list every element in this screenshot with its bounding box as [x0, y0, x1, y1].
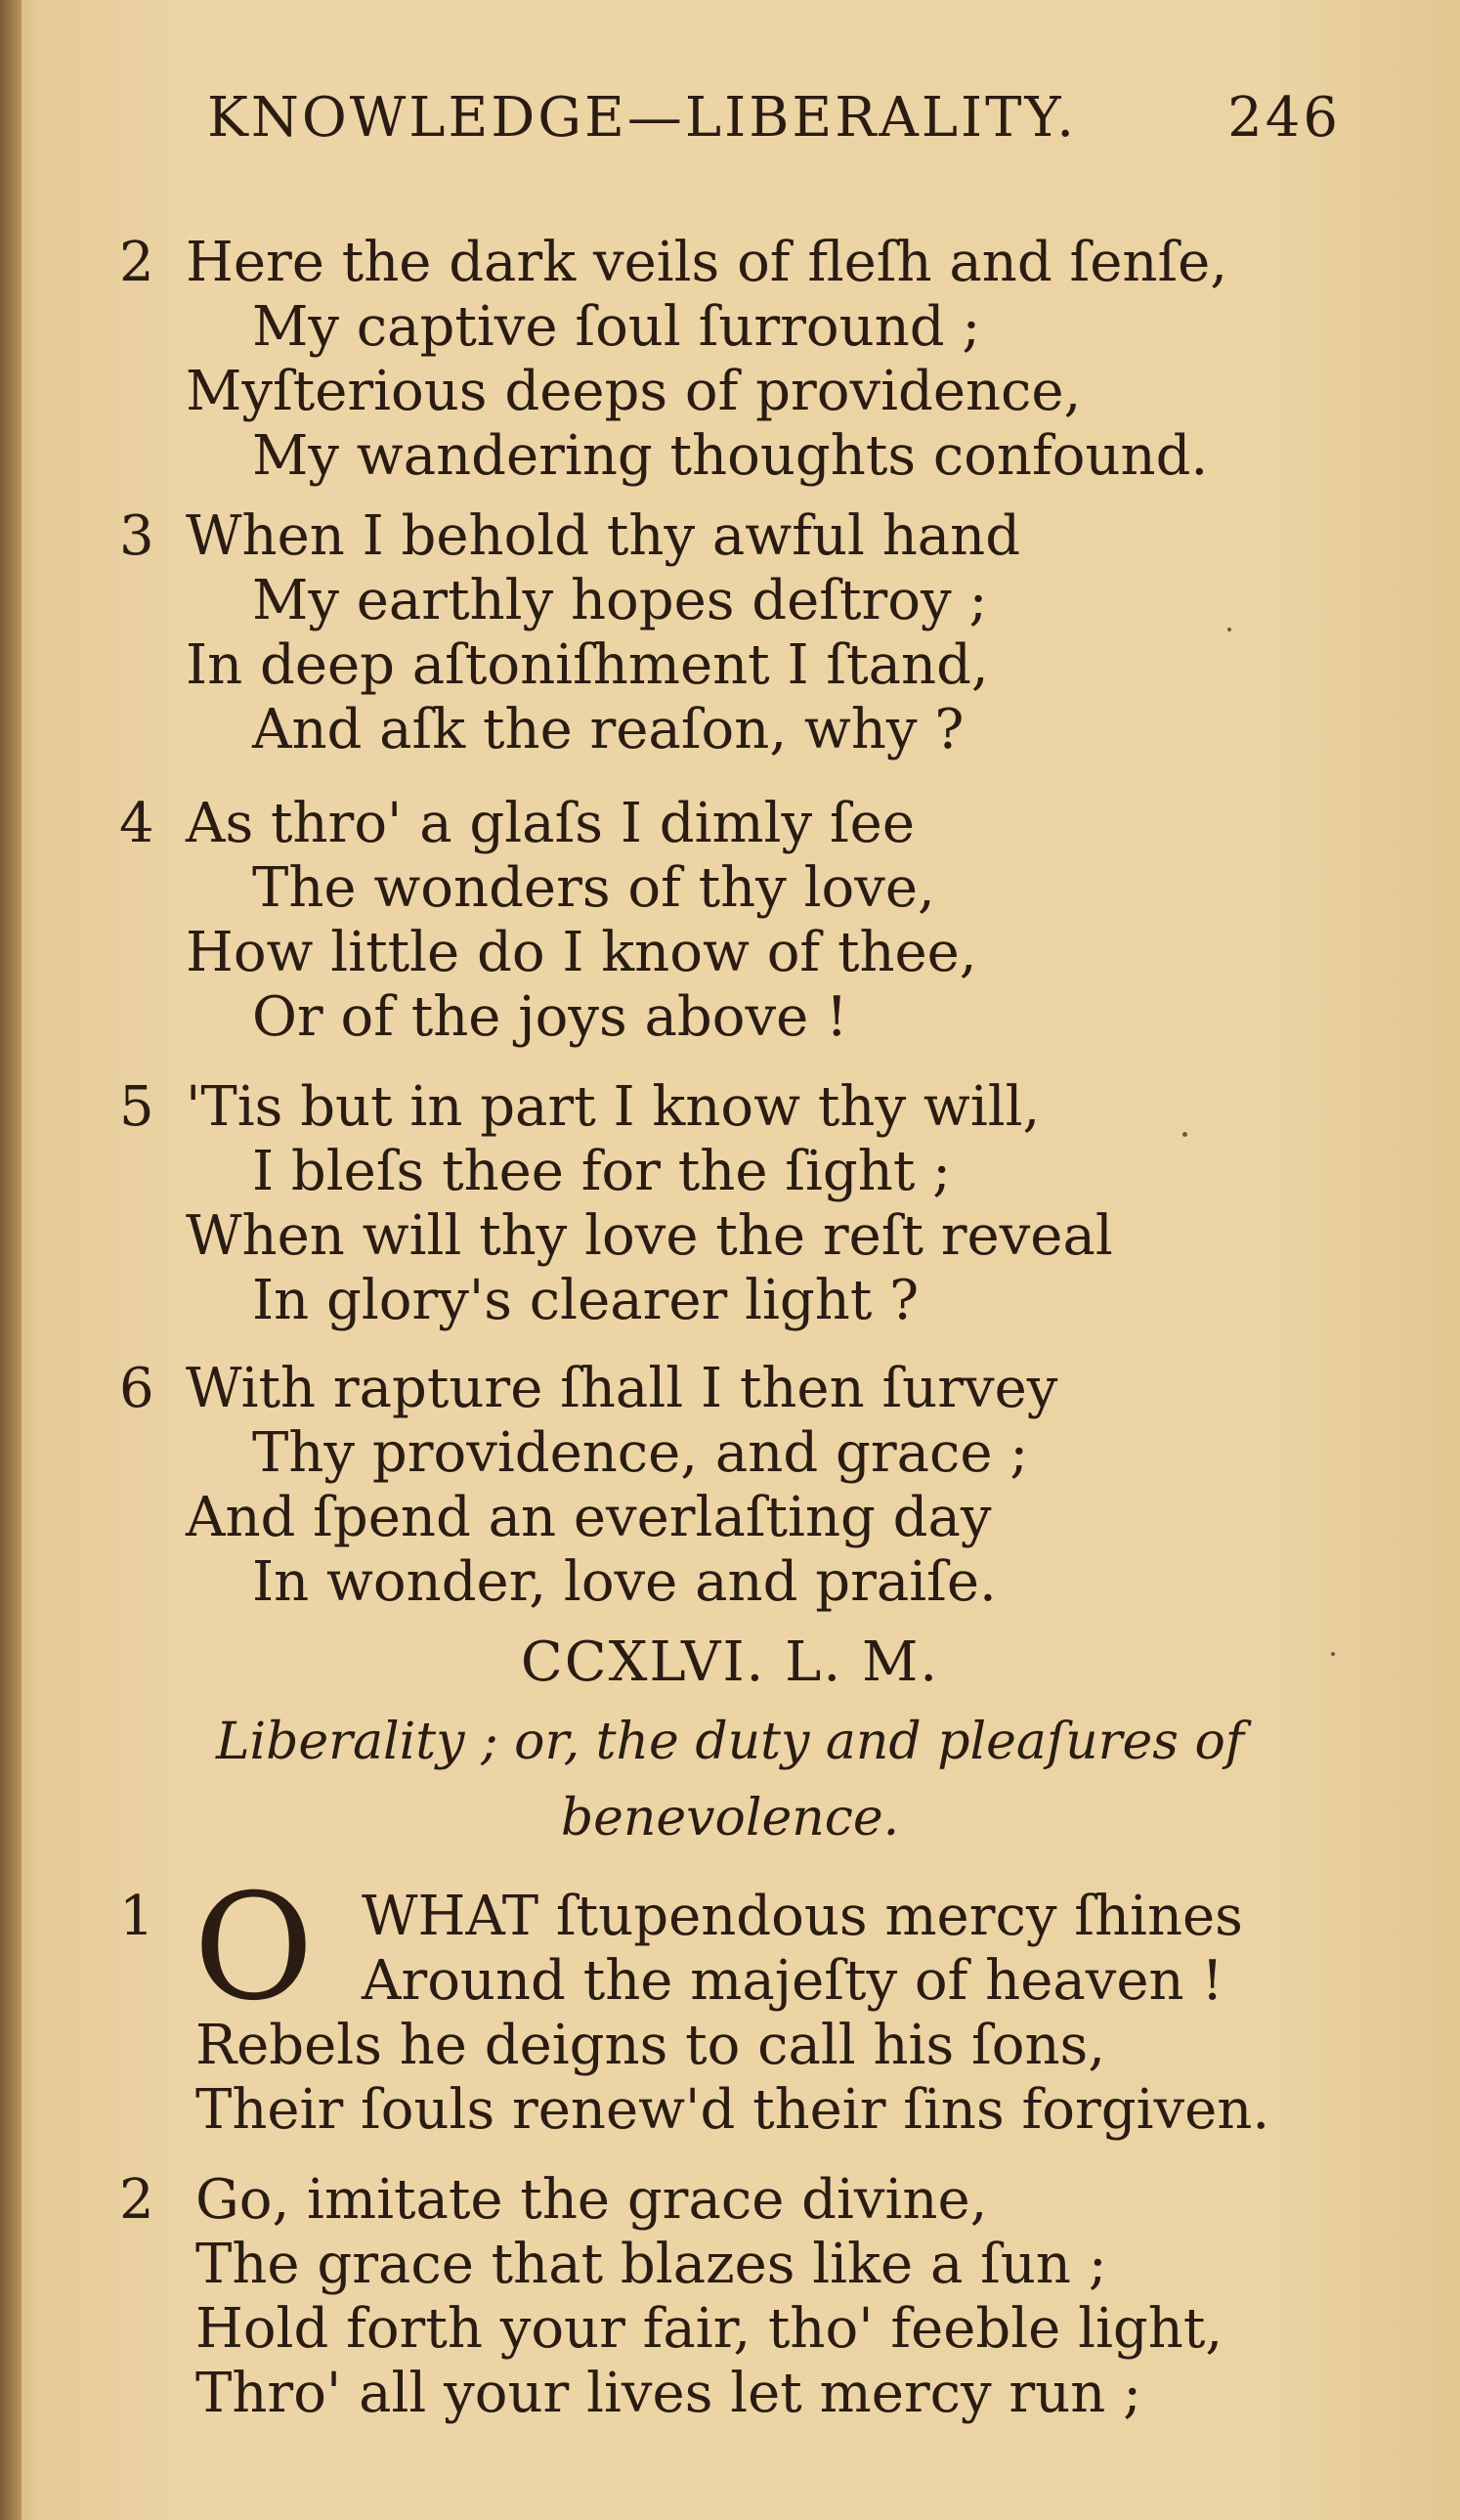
verse-line: My wandering thoughts confound. [252, 424, 1209, 488]
verse-line: In glory's clearer light ? [252, 1269, 920, 1332]
paper-speck [1331, 1652, 1335, 1656]
verse-line: Go, imitate the grace divine, [195, 2168, 988, 2232]
verse-line: Around the majeſty of heaven ! [362, 1949, 1224, 2013]
paper-speck [1182, 1132, 1187, 1137]
verse-line: Myſterious deeps of providence, [186, 360, 1082, 423]
paper-speck [1227, 628, 1231, 631]
verse-line: Thy providence, and grace ; [252, 1421, 1029, 1485]
page-number: 246 [1227, 86, 1341, 150]
page-gutter [0, 0, 21, 2520]
verse-line: When I behold thy awful hand [186, 504, 1021, 568]
stanza-number: 6 [119, 1357, 154, 1420]
hymn-subtitle-continued: benevolence. [560, 1789, 900, 1847]
verse-line: Or of the joys above ! [252, 985, 848, 1049]
stanza-number: 3 [119, 504, 154, 568]
hymn-subtitle: Liberality ; or, the duty and pleaſures of [215, 1713, 1245, 1771]
stanza-number: 2 [119, 2168, 154, 2232]
verse-line: My earthly hopes deſtroy ; [252, 569, 988, 632]
drop-cap: O [193, 1863, 314, 2033]
verse-line: The grace that blazes like a ſun ; [195, 2233, 1107, 2296]
running-header [207, 86, 1341, 164]
verse-line: Hold forth your fair, tho' feeble light, [195, 2297, 1224, 2361]
stanza-number: 5 [119, 1075, 154, 1139]
verse-line: And aſk the reaſon, why ? [252, 698, 965, 761]
verse-line: As thro' a glaſs I dimly ſee [186, 792, 915, 855]
verse-line: Their ſouls renew'd their ſins forgiven. [195, 2078, 1270, 2142]
verse-line: When will thy love the reſt reveal [186, 1204, 1113, 1268]
hymn-title: CCXLVI. L. M. [520, 1630, 940, 1694]
verse-line: How little do I know of thee, [186, 921, 977, 984]
verse-line: I bleſs thee for the ſight ; [252, 1140, 951, 1203]
verse-line: And ſpend an everlaſting day [186, 1486, 992, 1549]
verse-line: In deep aſtoniſhment I ſtand, [186, 633, 989, 697]
verse-line: Rebels he deigns to call his ſons, [195, 2014, 1106, 2077]
verse-line: Thro' all your lives let mercy run ; [195, 2362, 1141, 2425]
stanza-number: 4 [119, 792, 154, 855]
verse-line: My captive ſoul ſurround ; [252, 295, 981, 359]
verse-line: In wonder, love and praiſe. [252, 1550, 997, 1614]
verse-line: With rapture ſhall I then ſurvey [186, 1357, 1058, 1420]
stanza-number: 1 [119, 1885, 154, 1948]
stanza-number: 2 [119, 231, 154, 294]
verse-line: The wonders of thy love, [252, 856, 935, 920]
verse-line: WHAT ſtupendous mercy ſhines [362, 1885, 1243, 1948]
header-title: KNOWLEDGE—LIBERALITY. [207, 86, 1078, 150]
verse-line: 'Tis but in part I know thy will, [186, 1075, 1041, 1139]
verse-line: Here the dark veils of fleſh and ſenſe, [186, 231, 1228, 294]
